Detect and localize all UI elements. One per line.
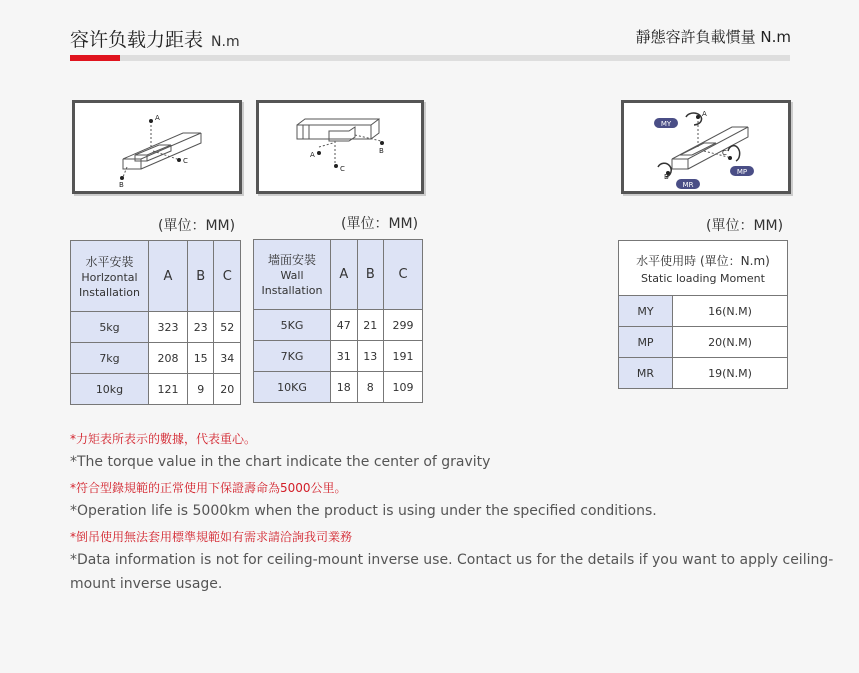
page-title [70,25,240,52]
table-row [254,341,423,372]
column-header: B [357,240,384,310]
note-cn-ceiling-mount: *倒吊使用無法套用標準規範如有需求請洽詢我司業務 [70,530,353,544]
label-a: A [310,151,315,159]
row-label: 7kg [71,343,149,374]
wall-installation-table [253,239,423,403]
title-divider [70,55,790,61]
row-label: MY [619,296,673,327]
title-unit: N.m [211,34,240,50]
column-header: A [149,241,188,312]
table-cell: 21 [357,310,384,341]
note-en-ceiling-mount: *Data information is not for ceiling-mount inverse use. Contact us for the details if you want to apply ceiling- [70,552,834,568]
table-cell: 19(N.M) [673,358,788,389]
label-c: C [722,149,727,157]
title-text: 容许负载力距表 [70,29,204,51]
table-cell: 47 [331,310,358,341]
table-cell: 20(N.M) [673,327,788,358]
note-en-center-of-gravity: *The torque value in the chart indicate the center of gravity [70,454,491,470]
table-row [619,296,788,327]
table-cell: 299 [384,310,423,341]
label-c: C [183,157,188,165]
table-cell: 13 [357,341,384,372]
table-cell: 34 [214,343,241,374]
moment-unit-label: (單位：MM) [706,218,784,234]
table-row [71,312,241,343]
row-label: 5kg [71,312,149,343]
row-label: 5KG [254,310,331,341]
wall-installation-diagram [256,100,424,194]
label-a: A [155,114,160,122]
table-cell: 23 [187,312,214,343]
row-label: 7KG [254,341,331,372]
table-row [619,358,788,389]
table-cell: 16(N.M) [673,296,788,327]
label-c: C [340,165,345,173]
static-moment-diagram [621,100,791,194]
column-header: B [187,241,214,312]
table-cell: 208 [149,343,188,374]
table-cell: 191 [384,341,423,372]
table-cell: 52 [214,312,241,343]
note-cn-operation-life: *符合型錄規範的正常使用下保證壽命為5000公里。 [70,481,347,495]
row-label: MR [619,358,673,389]
table-cell: 109 [384,372,423,403]
label-a: A [702,110,707,118]
label-b: B [379,147,384,155]
table-cell: 8 [357,372,384,403]
table-row [254,310,423,341]
label-b: B [664,173,669,181]
table-header-cell: 墻面安裝 Wall Installation [254,240,331,310]
column-header: C [384,240,423,310]
table-row [71,374,241,405]
section-title-right: 靜態容許負載慣量 N.m [635,28,791,46]
static-moment-table [618,240,788,389]
table-row [254,372,423,403]
table-cell: 20 [214,374,241,405]
note-en-operation-life: *Operation life is 5000km when the product is using under the specified conditions. [70,503,657,519]
label-mp: MP [736,168,748,176]
table-row [71,343,241,374]
horizontal-installation-diagram [72,100,242,194]
table-cell: 15 [187,343,214,374]
note-cn-center-of-gravity: *力矩表所表示的數據，代表重心。 [70,432,257,446]
table-cell: 121 [149,374,188,405]
wall-unit-label: (單位：MM) [341,216,419,232]
row-label: 10KG [254,372,331,403]
column-header: A [331,240,358,310]
table-cell: 9 [187,374,214,405]
table-cell: 18 [331,372,358,403]
column-header: C [214,241,241,312]
note-en-ceiling-mount-cont: mount inverse usage. [70,576,223,592]
horizontal-installation-table [70,240,241,405]
row-label: MP [619,327,673,358]
table-cell: 31 [331,341,358,372]
table-cell: 323 [149,312,188,343]
label-b: B [119,181,124,189]
table-header-cell: 水平安裝 Horlzontal Installation [71,241,149,312]
table-row [619,327,788,358]
row-label: 10kg [71,374,149,405]
title-divider-accent [70,55,120,61]
label-my: MY [660,120,672,128]
horizontal-unit-label: (單位：MM) [158,218,236,234]
label-mr: MR [682,181,694,189]
table-header-cell: 水平使用時 (單位：N.m) Static loading Moment [619,241,788,296]
